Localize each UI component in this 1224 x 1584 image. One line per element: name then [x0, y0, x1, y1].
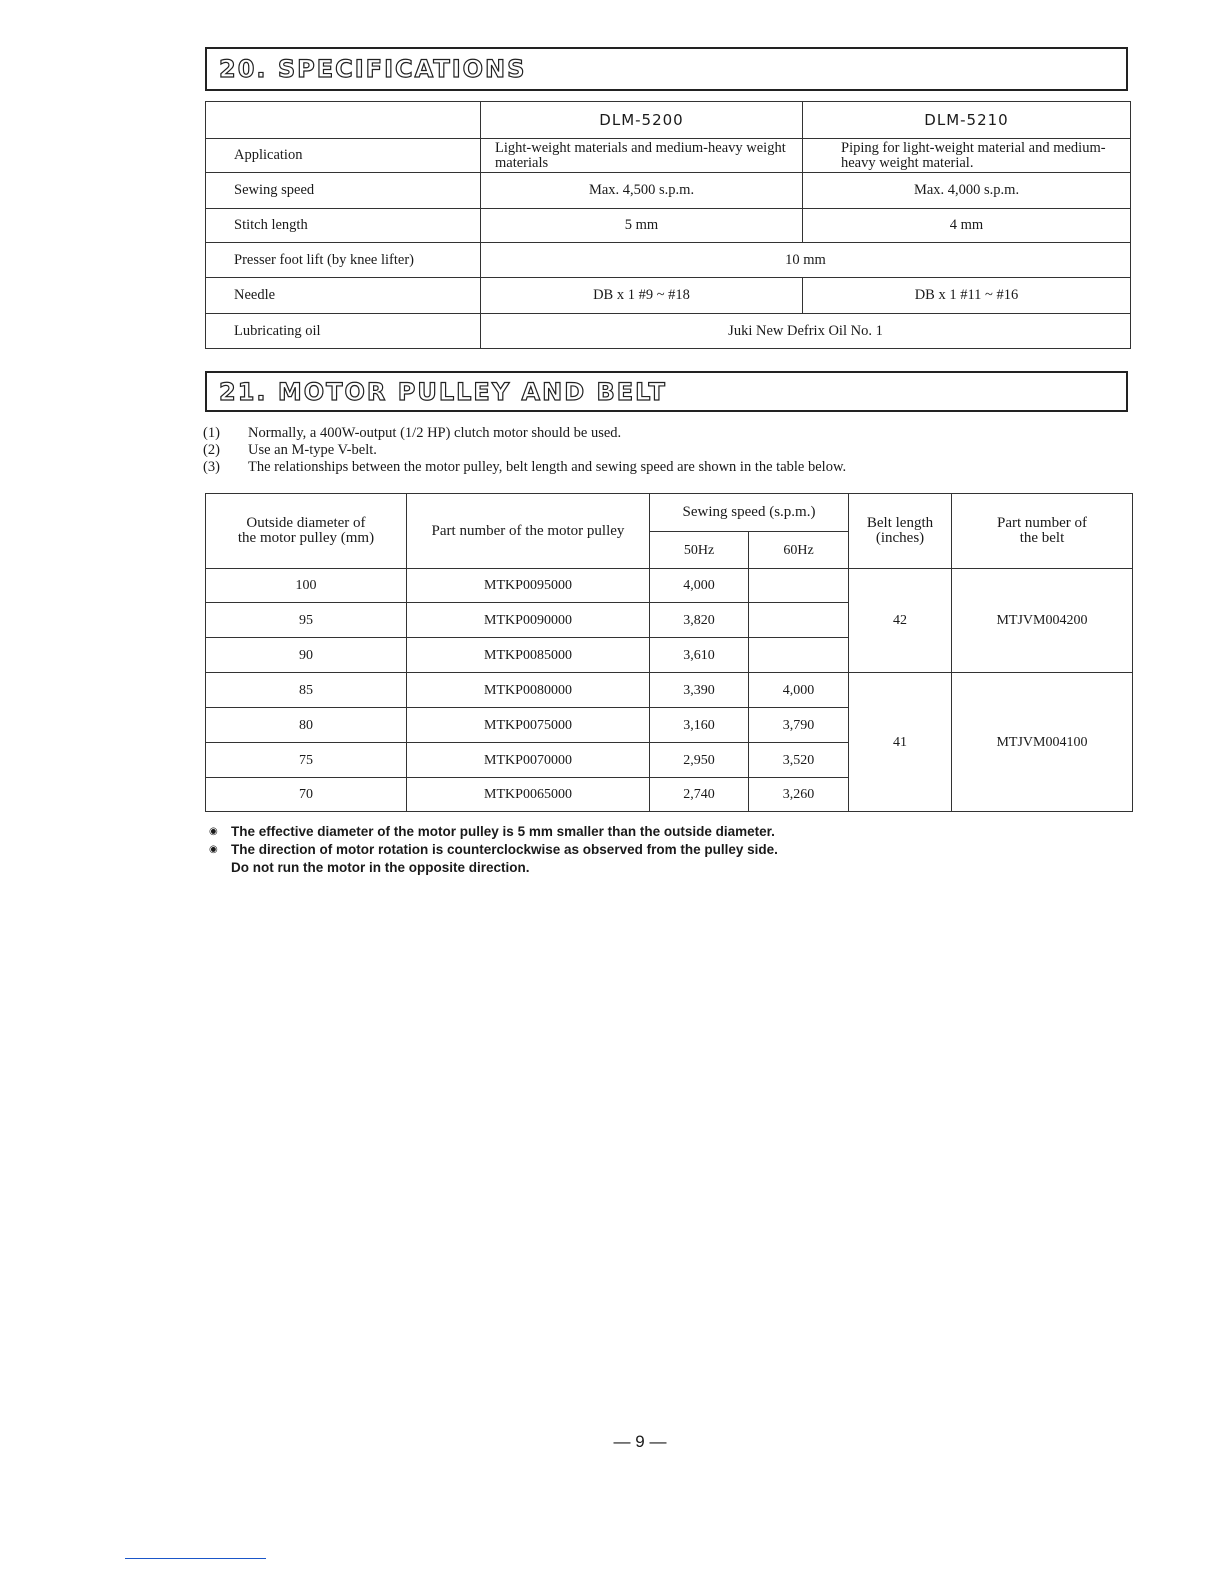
speed-60hz-cell: 3,520: [749, 743, 849, 778]
spec-label: Sewing speed: [206, 173, 481, 209]
speed-50hz-cell: 4,000: [650, 569, 749, 603]
speed-60hz-cell: 4,000: [749, 673, 849, 708]
diameter-cell: 95: [206, 603, 407, 638]
pulley-part-cell: MTKP0085000: [407, 638, 650, 673]
note-text: Use an M-type V-belt.: [248, 442, 377, 458]
section-20-header: [205, 47, 1128, 91]
note-text: The effective diameter of the motor pulley is 5 mm smaller than the outside diameter.: [231, 824, 775, 839]
motor-pulley-table: [205, 493, 1133, 812]
table-row: [206, 173, 1131, 209]
footer-divider: [125, 1558, 266, 1559]
spec-value: DB x 1 #11 ~ #16: [803, 278, 1131, 314]
empty-header-cell: [206, 102, 481, 139]
speed-60hz-cell: [749, 603, 849, 638]
bullet-spacer: [209, 859, 231, 877]
model-header: DLM-5210: [803, 102, 1131, 139]
belt-part-cell: MTJVM004100: [952, 673, 1133, 812]
spec-value: DB x 1 #9 ~ #18: [481, 278, 803, 314]
pulley-part-cell: MTKP0090000: [407, 603, 650, 638]
table-row: [206, 569, 1133, 603]
speed-60hz-cell: [749, 569, 849, 603]
spec-label: Application: [206, 139, 481, 173]
pulley-part-cell: MTKP0075000: [407, 708, 650, 743]
header-part-belt: Part number of the belt: [952, 494, 1133, 569]
header-belt-length: Belt length (inches): [849, 494, 952, 569]
table-row: [206, 102, 1131, 139]
list-item: [209, 823, 778, 841]
pulley-part-cell: MTKP0095000: [407, 569, 650, 603]
note-text: The direction of motor rotation is counterclockwise as observed from the pulley side.: [231, 842, 778, 857]
list-item: [209, 841, 778, 859]
table-row: [206, 243, 1131, 278]
table-row: [206, 673, 1133, 708]
table-row: [206, 139, 1131, 173]
spec-value: Light-weight materials and medium-heavy weight materials: [481, 139, 803, 173]
diameter-cell: 85: [206, 673, 407, 708]
pulley-part-cell: MTKP0080000: [407, 673, 650, 708]
speed-50hz-cell: 2,950: [650, 743, 749, 778]
header-outside-diameter: Outside diameter of the motor pulley (mm): [206, 494, 407, 569]
speed-50hz-cell: 3,820: [650, 603, 749, 638]
list-item: [203, 425, 846, 442]
numbered-notes: [203, 425, 846, 476]
list-item: [209, 859, 778, 877]
pulley-part-cell: MTKP0070000: [407, 743, 650, 778]
bullet-icon: ◉: [209, 826, 218, 837]
spec-label: Stitch length: [206, 209, 481, 243]
speed-60hz-cell: 3,790: [749, 708, 849, 743]
diameter-cell: 90: [206, 638, 407, 673]
diameter-cell: 80: [206, 708, 407, 743]
belt-length-cell: 42: [849, 569, 952, 673]
table-row: [206, 278, 1131, 314]
note-number: (3): [203, 459, 220, 475]
table-row: [206, 314, 1131, 349]
spec-label: Needle: [206, 278, 481, 314]
bullet-icon: ◉: [209, 844, 218, 855]
spec-value: Max. 4,000 s.p.m.: [803, 173, 1131, 209]
model-header: DLM-5200: [481, 102, 803, 139]
spec-value: 4 mm: [803, 209, 1131, 243]
note-text: Normally, a 400W-output (1/2 HP) clutch motor should be used.: [248, 425, 622, 441]
belt-length-cell: 41: [849, 673, 952, 812]
header-part-pulley: Part number of the motor pulley: [407, 494, 650, 569]
spec-value: Max. 4,500 s.p.m.: [481, 173, 803, 209]
table-row: [206, 494, 1133, 532]
diameter-cell: 70: [206, 778, 407, 812]
spec-label: Lubricating oil: [206, 314, 481, 349]
section-20-title: 20. SPECIFICATIONS: [219, 55, 527, 83]
bottom-notes: [209, 823, 778, 877]
specifications-table: [205, 101, 1131, 349]
page-number: — 9 —: [613, 1432, 667, 1451]
note-text: Do not run the motor in the opposite direction.: [231, 860, 530, 875]
speed-50hz-cell: 3,390: [650, 673, 749, 708]
speed-50hz-cell: 3,160: [650, 708, 749, 743]
belt-part-cell: MTJVM004200: [952, 569, 1133, 673]
speed-50hz-cell: 3,610: [650, 638, 749, 673]
spec-value: Juki New Defrix Oil No. 1: [481, 314, 1131, 349]
note-text: The relationships between the motor pulley, belt length and sewing speed are shown in the table below.: [248, 459, 847, 475]
speed-50hz-cell: 2,740: [650, 778, 749, 812]
section-21-header: [205, 371, 1128, 412]
note-number: (1): [203, 425, 220, 441]
spec-label: Presser foot lift (by knee lifter): [206, 243, 481, 278]
header-sewing-speed: Sewing speed (s.p.m.): [650, 494, 849, 532]
diameter-cell: 75: [206, 743, 407, 778]
section-21-title: 21. MOTOR PULLEY AND BELT: [219, 378, 667, 406]
spec-value: 5 mm: [481, 209, 803, 243]
list-item: [203, 442, 846, 459]
diameter-cell: 100: [206, 569, 407, 603]
note-number: (2): [203, 442, 220, 458]
header-50hz: 50Hz: [650, 532, 749, 569]
list-item: [203, 459, 846, 476]
spec-value: Piping for light-weight material and medium-heavy weight material.: [803, 139, 1131, 173]
header-60hz: 60Hz: [749, 532, 849, 569]
speed-60hz-cell: 3,260: [749, 778, 849, 812]
table-row: [206, 209, 1131, 243]
speed-60hz-cell: [749, 638, 849, 673]
pulley-part-cell: MTKP0065000: [407, 778, 650, 812]
spec-value: 10 mm: [481, 243, 1131, 278]
